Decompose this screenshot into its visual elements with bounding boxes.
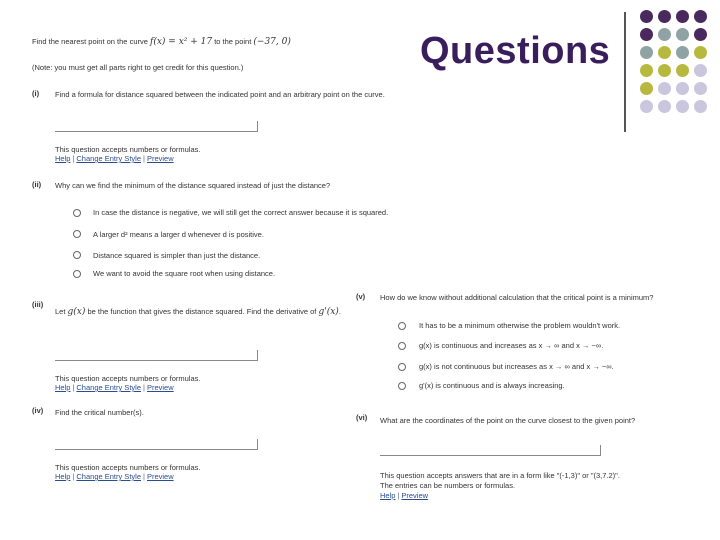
- help-link[interactable]: Help: [55, 383, 71, 392]
- part-iii-accepts-note: This question accepts numbers or formulas.: [55, 374, 201, 383]
- decorative-dot: [640, 46, 653, 59]
- part-ii-option-4-label: We want to avoid the square root when using distance.: [93, 269, 276, 278]
- part-ii-option-1-radio[interactable]: [73, 209, 81, 217]
- decorative-dot: [640, 82, 653, 95]
- part-v-option-4-label: g'(x) is continuous and is always increasing.: [419, 381, 565, 390]
- part-iii-answer-field[interactable]: [55, 350, 258, 361]
- part-ii-option-1-label: In case the distance is negative, we will still get the correct answer because it is squared.: [93, 208, 389, 217]
- change-entry-style-link[interactable]: Change Entry Style: [76, 383, 142, 392]
- decorative-dot: [658, 100, 671, 113]
- decorative-dot: [676, 46, 689, 59]
- change-entry-style-link[interactable]: Change Entry Style: [76, 472, 142, 481]
- part-i-label: (i): [32, 89, 40, 98]
- help-link[interactable]: Help: [55, 472, 71, 481]
- link-separator: |: [143, 383, 145, 392]
- part-vi-format-note: This question accepts answers that are in a form like "(-1,3)" or "(3,7.2)".: [380, 471, 620, 480]
- part-v-option-1-radio[interactable]: [398, 322, 406, 330]
- part-i-question: Find a formula for distance squared between the indicated point and an arbitrary point on the curve.: [55, 90, 385, 99]
- part-iii-links: [55, 383, 174, 392]
- problem-intro: [32, 37, 291, 47]
- g-expression: g(x): [67, 307, 86, 317]
- decorative-dot: [640, 28, 653, 41]
- part-iv-label: (iv): [32, 406, 44, 415]
- decorative-dot: [658, 46, 671, 59]
- decorative-dot: [658, 64, 671, 77]
- part-vi-label: (vi): [356, 413, 368, 422]
- part-v-option-3-label: g(x) is not continuous but increases as x → ∞ and x → −∞.: [419, 362, 614, 371]
- change-entry-style-link[interactable]: Change Entry Style: [76, 154, 142, 163]
- decorative-dot-grid: [640, 10, 710, 118]
- part-vi-entries-note: The entries can be numbers or formulas.: [380, 481, 516, 490]
- link-separator: |: [143, 154, 145, 163]
- part-v-question: How do we know without additional calculation that the critical point is a minimum?: [380, 293, 654, 302]
- decorative-dot: [694, 64, 707, 77]
- part-ii-question: Why can we find the minimum of the distance squared instead of just the distance?: [55, 181, 331, 190]
- point-expression: (−37, 0): [253, 37, 291, 47]
- part-iv-answer-field[interactable]: [55, 439, 258, 450]
- decorative-dot: [694, 100, 707, 113]
- part-v-option-2-radio[interactable]: [398, 342, 406, 350]
- part-iii-text-end: .: [338, 307, 341, 316]
- preview-link[interactable]: Preview: [146, 472, 174, 481]
- intro-mid-text: to the point: [214, 37, 252, 46]
- g-prime-expression: g'(x): [318, 307, 339, 317]
- intro-text: Find the nearest point on the curve: [32, 37, 148, 46]
- help-link[interactable]: Help: [380, 491, 396, 500]
- part-i-answer-field[interactable]: [55, 121, 258, 132]
- part-v-option-1-label: It has to be a minimum otherwise the problem wouldn't work.: [419, 321, 621, 330]
- decorative-dot: [694, 28, 707, 41]
- part-v-option-2-label: g(x) is continuous and increases as x → ∞ and x → −∞.: [419, 341, 604, 350]
- part-v-option-3-radio[interactable]: [398, 363, 406, 371]
- part-ii-option-3-label: Distance squared is simpler than just the distance.: [93, 251, 261, 260]
- link-separator: |: [143, 472, 145, 481]
- decorative-dot: [676, 64, 689, 77]
- decorative-dot: [658, 28, 671, 41]
- part-iii-text-pre: Let: [55, 307, 66, 316]
- function-expression: f(x) = x² + 17: [150, 37, 213, 47]
- decorative-dot: [694, 10, 707, 23]
- decorative-dot: [640, 64, 653, 77]
- decorative-dot: [694, 46, 707, 59]
- part-vi-answer-field[interactable]: [380, 445, 601, 456]
- decorative-dot: [640, 10, 653, 23]
- part-ii-option-4-radio[interactable]: [73, 270, 81, 278]
- divider-line: [624, 12, 626, 132]
- problem-note: (Note: you must get all parts right to get credit for this question.): [32, 63, 244, 72]
- decorative-dot: [676, 100, 689, 113]
- link-separator: |: [397, 491, 400, 500]
- decorative-dot: [676, 82, 689, 95]
- part-iv-accepts-note: This question accepts numbers or formulas.: [55, 463, 201, 472]
- help-link[interactable]: Help: [55, 154, 71, 163]
- part-iii-text-mid: be the function that gives the distance squared. Find the derivative of: [87, 307, 317, 316]
- part-v-label: (v): [356, 292, 366, 301]
- part-iii-question: [55, 307, 341, 317]
- preview-link[interactable]: Preview: [146, 154, 174, 163]
- slide-title: Questions: [420, 30, 611, 72]
- decorative-dot: [658, 82, 671, 95]
- link-separator: |: [72, 383, 75, 392]
- decorative-dot: [694, 82, 707, 95]
- preview-link[interactable]: Preview: [401, 491, 429, 500]
- part-vi-question: What are the coordinates of the point on the curve closest to the given point?: [380, 416, 636, 425]
- part-ii-option-2-radio[interactable]: [73, 230, 81, 238]
- decorative-dot: [658, 10, 671, 23]
- part-i-accepts-note: This question accepts numbers or formulas.: [55, 145, 201, 154]
- part-v-option-4-radio[interactable]: [398, 382, 406, 390]
- preview-link[interactable]: Preview: [146, 383, 174, 392]
- part-ii-option-3-radio[interactable]: [73, 251, 81, 259]
- part-vi-links: [380, 491, 428, 500]
- part-iv-links: [55, 472, 174, 481]
- decorative-dot: [640, 100, 653, 113]
- link-separator: |: [72, 472, 75, 481]
- decorative-dot: [676, 28, 689, 41]
- part-i-links: [55, 154, 174, 163]
- link-separator: |: [72, 154, 75, 163]
- part-ii-option-2-label: A larger d² means a larger d whenever d is positive.: [93, 230, 264, 239]
- decorative-dot: [676, 10, 689, 23]
- part-iv-question: Find the critical number(s).: [55, 408, 144, 417]
- part-ii-label: (ii): [32, 180, 42, 189]
- part-iii-label: (iii): [32, 300, 44, 309]
